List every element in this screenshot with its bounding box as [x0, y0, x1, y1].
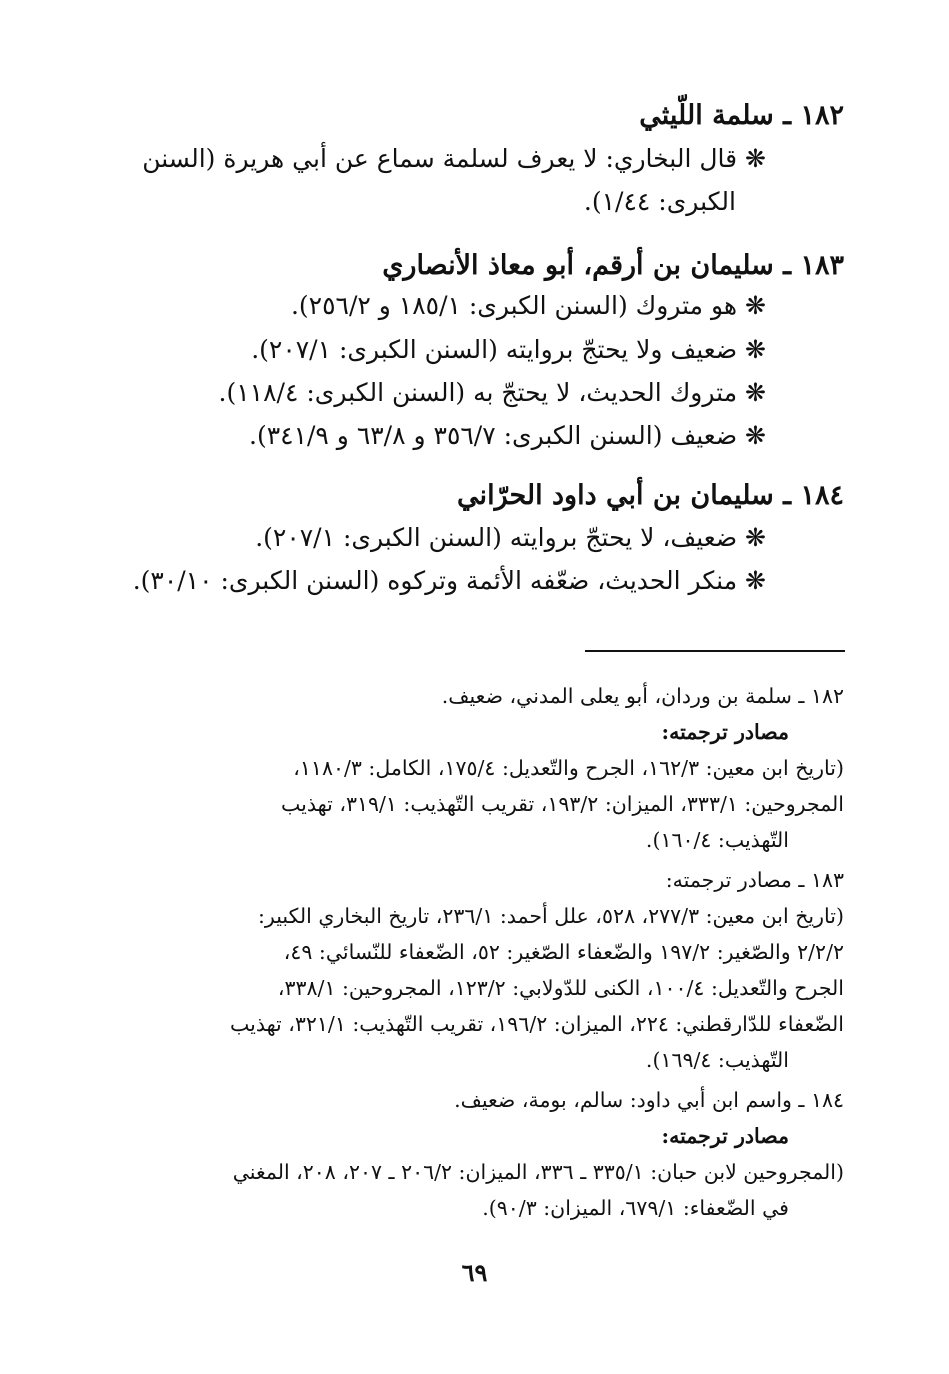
- entry-184-title: ١٨٤ ـ سليمان بن أبي داود الحرّاني: [457, 480, 844, 511]
- footnote-183-head: ١٨٣ ـ مصادر ترجمته:: [665, 868, 844, 892]
- footnote-separator: [585, 650, 845, 652]
- footnote-184-head: ١٨٤ ـ واسم ابن أبي داود: سالم، بومة، ضعيف.: [454, 1088, 844, 1112]
- entry-183-line-2: ❋ ضعيف ولا يحتجّ بروايته (السنن الكبرى: ٢٠٧/١).: [251, 335, 766, 364]
- footnote-182-line-2: المجروحين: ٣٣٣/١، الميزان: ١٩٣/٢، تقريب التّهذيب: ٣١٩/١، تهذيب: [281, 792, 844, 816]
- entry-183-line-1: ❋ هو متروك (السنن الكبرى: ١٨٥/١ و ٢٥٦/٢).: [290, 291, 766, 320]
- entry-183-title: ١٨٣ ـ سليمان بن أرقم، أبو معاذ الأنصاري: [382, 250, 844, 281]
- entry-182-title: ١٨٢ ـ سلمة اللّيثي: [639, 100, 844, 131]
- entry-183-line-4: ❋ ضعيف (السنن الكبرى: ٣٥٦/٧ و ٦٣/٨ و ٣٤١/٩).: [249, 421, 766, 450]
- entry-182-line-2: الكبرى: ١/٤٤).: [583, 187, 736, 216]
- footnote-183-line-4: الضّعفاء للدّارقطني: ٢٢٤، الميزان: ١٩٦/٢، تقريب التّهذيب: ٣٢١/١، تهذيب: [229, 1012, 844, 1036]
- footnote-183-line-1: (تاريخ ابن معين: ٢٧٧/٣، ٥٢٨، علل أحمد: ٢٣٦/١، تاريخ البخاري الكبير:: [258, 904, 844, 928]
- footnote-183-line-3: الجرح والتّعديل: ١٠٠/٤، الكنى للدّولابي: ١٢٣/٢، المجروحين: ٣٣٨/١،: [277, 976, 844, 1000]
- footnote-184-line-1: (المجروحين لابن حبان: ٣٣٥/١ ـ ٣٣٦، الميزان: ٢٠٦/٢ ـ ٢٠٧، ٢٠٨، المغني: [232, 1160, 844, 1184]
- footnote-182-head: ١٨٢ ـ سلمة بن وردان، أبو يعلى المدني، ضعيف.: [441, 684, 844, 708]
- footnote-183-line-5: التّهذيب: ١٦٩/٤).: [645, 1048, 789, 1072]
- footnote-182-line-1: (تاريخ ابن معين: ١٦٢/٣، الجرح والتّعديل: ١٧٥/٤، الكامل: ١١٨٠/٣،: [293, 756, 844, 780]
- footnote-182-sources-label: مصادر ترجمته:: [661, 720, 789, 744]
- entry-184-line-2: ❋ منكر الحديث، ضعّفه الأئمة وتركوه (السنن الكبرى: ٣٠/١٠).: [132, 566, 766, 595]
- footnote-184-line-2: في الضّعفاء: ٦٧٩/١، الميزان: ٩٠/٣).: [482, 1196, 789, 1220]
- footnote-183-line-2: ٢/٢/٢ والصّغير: ١٩٧/٢ والضّعفاء الصّغير: ٥٢، الضّعفاء للنّسائي: ٤٩،: [283, 940, 844, 964]
- entry-183-line-3: ❋ متروك الحديث، لا يحتجّ به (السنن الكبرى: ١١٨/٤).: [218, 378, 766, 407]
- entry-184-line-1: ❋ ضعيف، لا يحتجّ بروايته (السنن الكبرى: ٢٠٧/١).: [255, 523, 766, 552]
- page-number: ٦٩: [461, 1258, 488, 1287]
- footnote-184-sources-label: مصادر ترجمته:: [661, 1124, 789, 1148]
- footnote-182-line-3: التّهذيب: ١٦٠/٤).: [645, 828, 789, 852]
- entry-182-line-1: ❋ قال البخاري: لا يعرف لسلمة سماع عن أبي هريرة (السنن: [142, 144, 766, 173]
